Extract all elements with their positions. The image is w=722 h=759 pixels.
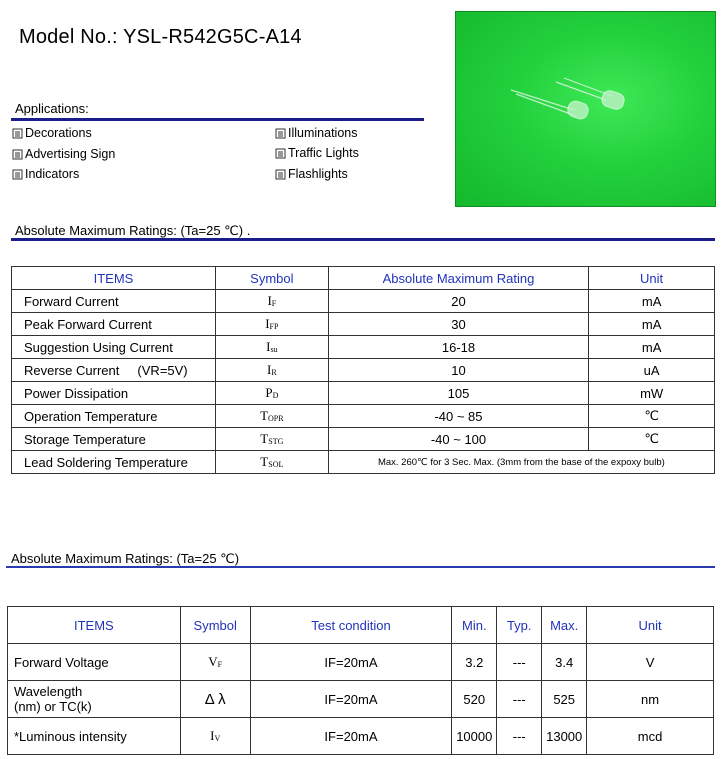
value-cell: -40 ~ 85 xyxy=(328,405,588,428)
app-item-illuminations xyxy=(275,126,357,140)
col-header: Unit xyxy=(589,267,715,290)
app-label: Decorations xyxy=(25,126,92,140)
condition-cell: IF=20mA xyxy=(250,681,452,718)
value-cell: 105 xyxy=(328,382,588,405)
item-cell: Peak Forward Current xyxy=(12,313,216,336)
electrical-table xyxy=(7,606,714,755)
app-item-decorations xyxy=(12,126,92,140)
min-cell: 520 xyxy=(452,681,497,718)
app-label: Indicators xyxy=(25,167,80,181)
col-header: Typ. xyxy=(497,607,542,644)
ratings-heading: Absolute Maximum Ratings: (Ta=25 ℃) . xyxy=(15,223,251,238)
item-cell: Operation Temperature xyxy=(12,405,216,428)
col-header: Symbol xyxy=(180,607,250,644)
item-cell: *Luminous intensity xyxy=(8,718,181,755)
col-header: Absolute Maximum Rating xyxy=(328,267,588,290)
model-title: Model No.: YSL-R542G5C-A14 xyxy=(19,26,302,48)
max-cell: 3.4 xyxy=(542,644,587,681)
min-cell: 3.2 xyxy=(452,644,497,681)
item-cell: Forward Current xyxy=(12,290,216,313)
min-cell: 10000 xyxy=(452,718,497,755)
value-cell: 16-18 xyxy=(328,336,588,359)
ratings-divider xyxy=(11,238,715,241)
value-cell: -40 ~ 100 xyxy=(328,428,588,451)
table-row xyxy=(12,451,715,474)
col-header: Unit xyxy=(587,607,714,644)
item-cell: Power Dissipation xyxy=(12,382,216,405)
document-icon xyxy=(275,128,287,139)
table-row xyxy=(8,718,714,755)
symbol-cell: $P_D$ xyxy=(215,382,328,405)
symbol-cell: $V_F$ xyxy=(180,644,250,681)
led-photo xyxy=(455,11,716,207)
value-cell: Max. 260℃ for 3 Sec. Max. (3mm from the base of the expoxy bulb) xyxy=(328,451,714,474)
item-cell: Storage Temperature xyxy=(12,428,216,451)
symbol-cell: $T_{SOL}$ xyxy=(215,451,328,474)
app-label: Traffic Lights xyxy=(288,146,359,160)
unit-cell: mA xyxy=(589,313,715,336)
symbol-cell: $T_{OPR}$ xyxy=(215,405,328,428)
symbol-cell: $I_V$ xyxy=(180,718,250,755)
app-item-indicators xyxy=(12,167,79,181)
unit-cell: mA xyxy=(589,336,715,359)
unit-cell: ℃ xyxy=(589,405,715,428)
unit-cell: mcd xyxy=(587,718,714,755)
table-row xyxy=(12,382,715,405)
symbol-cell: Δ λ xyxy=(180,681,250,718)
col-header: Min. xyxy=(452,607,497,644)
unit-cell: uA xyxy=(589,359,715,382)
symbol-cell: $I_F$ xyxy=(215,290,328,313)
typ-cell: --- xyxy=(497,644,542,681)
item-cell: Wavelength (nm) or TC(k) xyxy=(8,681,181,718)
unit-cell: ℃ xyxy=(589,428,715,451)
col-header: ITEMS xyxy=(8,607,181,644)
led-photo-icon xyxy=(456,12,715,206)
table-row xyxy=(12,313,715,336)
app-item-traffic-lights xyxy=(275,146,359,160)
table-row xyxy=(12,428,715,451)
applications-heading: Applications: xyxy=(15,101,89,116)
item-cell: Suggestion Using Current xyxy=(12,336,216,359)
document-icon xyxy=(12,169,24,180)
condition-cell: IF=20mA xyxy=(250,644,452,681)
value-cell: 20 xyxy=(328,290,588,313)
document-icon xyxy=(12,128,24,139)
app-item-advertising-sign xyxy=(12,147,115,161)
item-cell: Forward Voltage xyxy=(8,644,181,681)
applications-divider xyxy=(11,118,424,121)
item-cell: Reverse Current (VR=5V) xyxy=(12,359,216,382)
symbol-cell: $I_{su}$ xyxy=(215,336,328,359)
unit-cell: mW xyxy=(589,382,715,405)
symbol-cell: $I_R$ xyxy=(215,359,328,382)
col-header: Max. xyxy=(542,607,587,644)
electrical-divider xyxy=(6,566,715,568)
table-row xyxy=(12,359,715,382)
max-ratings-table xyxy=(11,266,715,474)
col-header: Symbol xyxy=(215,267,328,290)
unit-cell: nm xyxy=(587,681,714,718)
table-header-row xyxy=(12,267,715,290)
col-header: ITEMS xyxy=(12,267,216,290)
app-label: Flashlights xyxy=(288,167,348,181)
app-label: Advertising Sign xyxy=(25,147,116,161)
table-row xyxy=(12,290,715,313)
value-cell: 10 xyxy=(328,359,588,382)
app-item-flashlights xyxy=(275,167,348,181)
table-row xyxy=(8,644,714,681)
table-header-row xyxy=(8,607,714,644)
symbol-cell: $I_{FP}$ xyxy=(215,313,328,336)
symbol-cell: $T_{STG}$ xyxy=(215,428,328,451)
typ-cell: --- xyxy=(497,718,542,755)
col-header: Test condition xyxy=(250,607,452,644)
unit-cell: V xyxy=(587,644,714,681)
max-cell: 13000 xyxy=(542,718,587,755)
value-cell: 30 xyxy=(328,313,588,336)
app-label: Illuminations xyxy=(288,126,358,140)
electrical-heading: Absolute Maximum Ratings: (Ta=25 ℃) xyxy=(11,551,240,566)
condition-cell: IF=20mA xyxy=(250,718,452,755)
document-icon xyxy=(12,149,24,160)
item-cell: Lead Soldering Temperature xyxy=(12,451,216,474)
document-icon xyxy=(275,148,287,159)
table-row xyxy=(12,405,715,428)
max-cell: 525 xyxy=(542,681,587,718)
typ-cell: --- xyxy=(497,681,542,718)
table-row xyxy=(8,681,714,718)
unit-cell: mA xyxy=(589,290,715,313)
document-icon xyxy=(275,169,287,180)
table-row xyxy=(12,336,715,359)
